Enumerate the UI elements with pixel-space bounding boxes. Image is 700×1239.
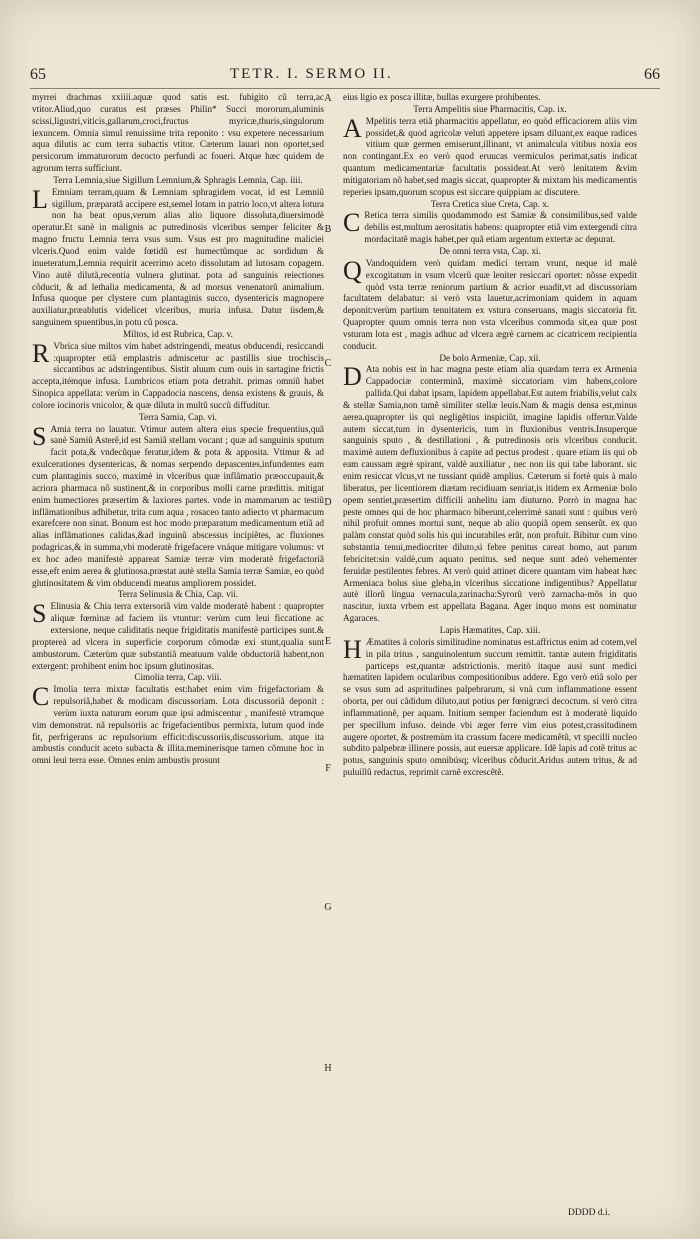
- chapter-paragraph: [343, 364, 637, 625]
- chapter-paragraph: [32, 338, 324, 412]
- page-number-right: 66: [644, 66, 660, 83]
- paragraph-text: Amia terra no lauatur. Vtimur autem altera eius specie frequentius,quã sanè Samiũ Asterẽ,id est Samiã stellam vocant ; quæ ad sanguinis sputum facit pota,& vndecũque feratur,idem & pota & apposita. Vtimur & ad exulcerationes dysentericas, & nomas serpendo depascentes,infundentes eam cum plantaginis succo, maximè in vlceribus quæ inflãmatio præoccupauit,& acriora pharmaca nõ sustinent,& in corporibus molli carne prædittis. mitigat enim humectiores præsertim & laxiores partes. vnde in mammarum ac testiũ inflãmationibus adhibetur, trita cum aqua , rosaceo tanto adiecto vt pharmacum exarefcere non sinat. Bonum est hoc modo præparatum medicamentum etiã ad alias inflãmationes calidas,&ad inguinũ abscessus incipiẽtes, ac fluxiones podagricas,& in summa,vbi moderatè frigefacere vnáque mitigare volumus: vt ex hoc adeo manifestè appareat Samiæ terræ vim moderatè frigefactoriã esse,eft enim aerea & glutinosa.præstat autè stella Samia terræ Samiæ, eo quòd glutinositatem & vim obducendi meatus ampliorem possidet.: [32, 423, 324, 588]
- chapter-paragraph: [343, 210, 637, 246]
- margin-letter-a: A: [324, 93, 332, 104]
- margin-letter-d: D: [324, 497, 332, 508]
- paragraph-text: Imolia terra mixtæ facultatis est:habet enim vim frigefactoriam & repulsoriã,habet & modicam discussoriam. Lota discussoriã deponit : verùm iuxta naturam eorum quæ ipsi admiscentur , manifestè vtramque vim demonstrat. nã repulsoriis ac frigefacientibus permixta, lutum quod inde fit, perfrigerans ac repulsorium efficit:discussoriis,discussorium. atque ita ambustis conducit aceto subacta & illita.meminerisque tamen cõmune hoc in omni leui terra esse. Omnes enim ambustis prosunt: [32, 684, 324, 766]
- drop-cap: L: [32, 184, 48, 214]
- paragraph-text: Ata nobis est in hac magna peste etiam alia quædam terra ex Armenia Cappadociæ conterminã, maximè siccatoriam vim habens,colore pallida.Qui dabat ipsam, lapidem appellabat.Est autem friabilis,velut calx & stellæ Samia,non tamẽ similiter stellæ leuis.Nam & magis densa est,minus aerea.quapropter iis qui negligẽtius inspiciũt, imagine lapidis offertur.Valde autem siccat,tum in dysentericis, tum in fluxionibus ventris.Insuperque sanguinis sputo , & destillationi , & putredinosis oris vlceribus conducit. maximè autem defluxionibus à capite ad pectus prodest . quare etiam iis qui ob eam caussam ægrè spirant, valdè auxiliatur , nec non iis qui tabe laborant. sic enim resiccat vlcus,vt ne tussiant quidẽ amplius. Cæterum si fortè quis à malo liberatus, per licentiorem diætam recidiuam senriat,is itidem ex Armeniæ bolo opem sentiet,præsertim difficili anhelitu iam diuturno. Porrò in magna hac peste omnes qui de hoc pharmaco biberunt,celerrimè sanati sunt : quibus verò nihil profuit omnes mortui sunt, neque ab alio quopiã opem senserũt. ex quo palàm constat quòd solis his qui incurabiles erãt, non profuit. Bibitur cum vino substantia tenui,mediocriter diluto,si febre penitus careat homo, aut parum febricitet:sin valdè,cum aquato penitus. sed neque sunt adeò vehementer feruidæ pestilentes febres. At verò quid attinet dicere quantam vim habeat hæc Armeniaca bolus siue gleba,in vlceribus siccatione indigentibus? Appellatur autè illorũ lingua vernacula,zarinacha:Syrorũ verò zarnacha-mõs in quo nascitur, iuxta vrbem est appellata Bagana. Ager inquo mons est nominatur Agaraces.: [343, 364, 637, 624]
- chapter-heading: De omni terra vsta, Cap. xi.: [439, 245, 541, 256]
- paragraph-text: Mpelitis terra etiã pharmacitis appellatur, eo quòd efficaciorem aliis vim possidet,& quod agricolæ veluti appetere ipsam diluant,ex eaque radices vitium quæ germen emiserunt,illinant, vt animalcula vitibus noxia eos non contingant.Ex eo verò quod eruucas vermiculos perimat,satis indicat quantum medicamentariæ facultatis possideat.At verò lenitatem &vim mitigatoriam nõ habet,sed magis siccat, quapropter & mixtam his medicamentis reperies ipsam,quorum scopus est siccare quippiam ac discutere.: [343, 115, 637, 197]
- chapter-heading: Cimolia terra, Cap. viii.: [134, 672, 222, 683]
- paragraph-text: Retica terra similis quodammodo est Samiæ & consimilibus,sed valde debilis est,multum aerositatis habens: quapropter etiã vim extergendi citra mordacitatẽ magis habet,per quã etiam argentum extertæ ac depurat.: [364, 210, 637, 245]
- drop-cap: H: [343, 634, 362, 664]
- paragraph-text: eius ligio ex posca illitæ, bullas exurgere prohibentes.: [343, 92, 541, 102]
- signature-mark: DDDD d.i.: [568, 1208, 610, 1218]
- drop-cap: Q: [343, 255, 362, 285]
- paragraph-text: Vbrica siue miltos vim habet adstringendi, meatus obducendi, resiccandi :quapropter etiã emplastris admiscetur ac pastillis siue trochiscis siccantibus ac adstringentibus. Sistit aluum cum ouis in sartagine frictis accepta,itémque infusa. Lumbricos etiam pota detrahit. primas omniũ habet Sinopica appellata: verùm in Cappadocia nascens, densa existens & grauis, & colore iocinoris vnicolor, & quæ diluta in multũ succũ diffuditur.: [32, 340, 324, 410]
- chapter-paragraph: [32, 184, 324, 329]
- paragraph-text: Elinusia & Chia terra extersoriã vim valde moderatè habent : quapropter aliquæ fœminæ ad faciem iis vtuntur: verùm cum leui ficcatione ac extersione, neque caliditatis neque frigiditatis manifestè participes sunt.& proptereà ad vlcera in superficie corporum cõmodæ exi stunt,qualia sunt ambustorum. Cæterùm quæ substantiã meatuum valde obductoriã habent,non extergent: prohibent enim hoc ipsum glutinositas.: [32, 601, 324, 671]
- paragraph-text: Emniam terram,quam & Lemniam sphragidem vocat, id est Lemniũ sigillum, præparatã accipere est,semel lotam in patrio loco,vt altera lotura non ha beat opus,verum alias alio liquore dissoluta,diuersimodè operatur.Et sanè in malignis ac putredinosis vlceribus semper feliciter & magno fructu Lemnia terra vsus sum. Vsus est pro magnitudine maliciei vlceris.Quod enim valde fœtidũ est humectũmque ac sordidum & inueteratum,Lemnia requirit acerrimo aceto dissolutam ad lutosam copagem. Vino autẽ dilutã,recentia vulnera glutinat. pota ad sanguinis reiectiones cõducit, & ad lethalia medicamenta, & ad morsus venenatorũ animalium. Infusa quoque per clystere cum plantaginis succo, dysentericis magnopere auxiliatur,præablutis videlicet vlceribus, muria infusa. Datur iisdem,& sanguinem spuentibus,in potu cũ posca.: [32, 186, 324, 328]
- running-title: TETR. I. SERMO II.: [230, 66, 393, 82]
- chapter-heading: Terra Ampelitis siue Pharmacitis, Cap. ix.: [413, 103, 567, 114]
- chapter-paragraph: [32, 421, 324, 590]
- chapter-paragraph: [343, 255, 637, 353]
- chapter-paragraph: [343, 634, 637, 779]
- drop-cap: S: [32, 421, 47, 451]
- drop-cap: S: [32, 599, 47, 629]
- chapter-paragraph: [32, 684, 324, 767]
- paragraph-text: Æmatites à coloris similitudine nominatus est.affrictus enim ad cotem,vel in pila tritus , sanguinolentum succum remittit. tantæ autem frigiditatis particeps est,quantæ adstrictionis. meritò itaque ausi sunt medici hæmatiten lapidem ocularibus compositionibus addere. Ego verò etiã solo per se vsus sum ad aspritudines palpebrarum, si vnà cum inflammatione essent oborta, per oui cãdidum diluto,aut potius per fœnigræci decoctum. si verò citra inflammationẽ, per aquam. Initium semper faciendum est à moderatè liquido per specillum infuso. deinde vbi æger ferre vim eius potest,crassitudinem augere oportet, & postremùm ita crassum facere medicamẽtũ, vt specilli nucleo subdito palpebræ illinere possis, aut euersæ applicare. Idẽ lapis ad cotẽ tritus ac potus, sanguinis sputo omnibúsq; vlceribus cõducit.Aridus autem tritus, & ad puluillũ redactus, reprimit carnẽ excrescẽtẽ.: [343, 636, 637, 778]
- chapter-heading: De bolo Armeniæ, Cap. xii.: [439, 352, 541, 363]
- right-column: [343, 92, 637, 779]
- chapter-heading: Terra Lemnia,siue Sigillum Lemnium,& Sphragis Lemnia, Cap. iiii.: [53, 174, 303, 185]
- chapter-heading: Terra Cretica siue Creta, Cap. x.: [430, 198, 550, 209]
- chapter-paragraph: [343, 113, 637, 199]
- margin-letter-e: E: [324, 636, 332, 647]
- page-number-left: 65: [30, 66, 46, 83]
- margin-letter-c: C: [324, 358, 332, 369]
- chapter-heading: Lapis Hæmatites, Cap. xiii.: [439, 624, 541, 635]
- paragraph-text: myrrei drachmas xxiiii.aquæ quod satis est. fubigito cũ terra,ac vtitor.Aliud,quo curatus est præses Philin* Succi mororum,aluminis scissi,ligustri,viticis,gallarum,croci,fructus myricæ,thuris,singulorum iexuncem. Omnia simul renuissime trita reponito : vsu expetere necessarium aqua dilutis ac cum terra subactis vtitor. Cæterum lauari non oportet,sed persicorum immaturorum decocto perfundi ac foueri. Atque hæc quidem de agrorum terra sufficiunt.: [32, 92, 324, 174]
- chapter-heading: Miltos, id est Rubrica, Cap. v.: [123, 328, 233, 339]
- drop-cap: C: [343, 208, 361, 238]
- page-header: [30, 66, 660, 86]
- chapter-heading: Terra Selinusia & Chia, Cap. vii.: [117, 589, 239, 600]
- chapter-heading: Terra Samia, Cap. vi.: [139, 411, 217, 422]
- margin-letter-f: F: [325, 763, 331, 774]
- left-column: [32, 92, 324, 767]
- margin-letter-g: G: [324, 902, 332, 913]
- paragraph-text: Vandoquidem verò quidam medici terram vrunt, neque id malè excogitatum in vsum vlcerũ quæ leniter resiccari oportet: nõsse expedit quòd vsta terræ reniorum partium & acrior euadit,vt ad discussoriam facultatem delabatur: si verò vsta lauetur,acrimoniam quidem in aquam deponit:verùm partium tenuitatem ex vstura conseruans, magis siccatoria fit. Quapropter quum omnis terra non vsta vlceribus commoda sit,ea quæ post vsturam lota est , magis adhuc ad vlcera ægrè carnem ac cicatricem recipientia conducit.: [343, 257, 637, 351]
- drop-cap: A: [343, 113, 362, 143]
- header-rule: [30, 88, 660, 89]
- margin-letter-h: H: [324, 1063, 332, 1074]
- chapter-paragraph: [32, 601, 324, 672]
- drop-cap: R: [32, 338, 50, 368]
- drop-cap: C: [32, 682, 50, 712]
- drop-cap: D: [343, 362, 362, 392]
- margin-letter-b: B: [324, 224, 332, 235]
